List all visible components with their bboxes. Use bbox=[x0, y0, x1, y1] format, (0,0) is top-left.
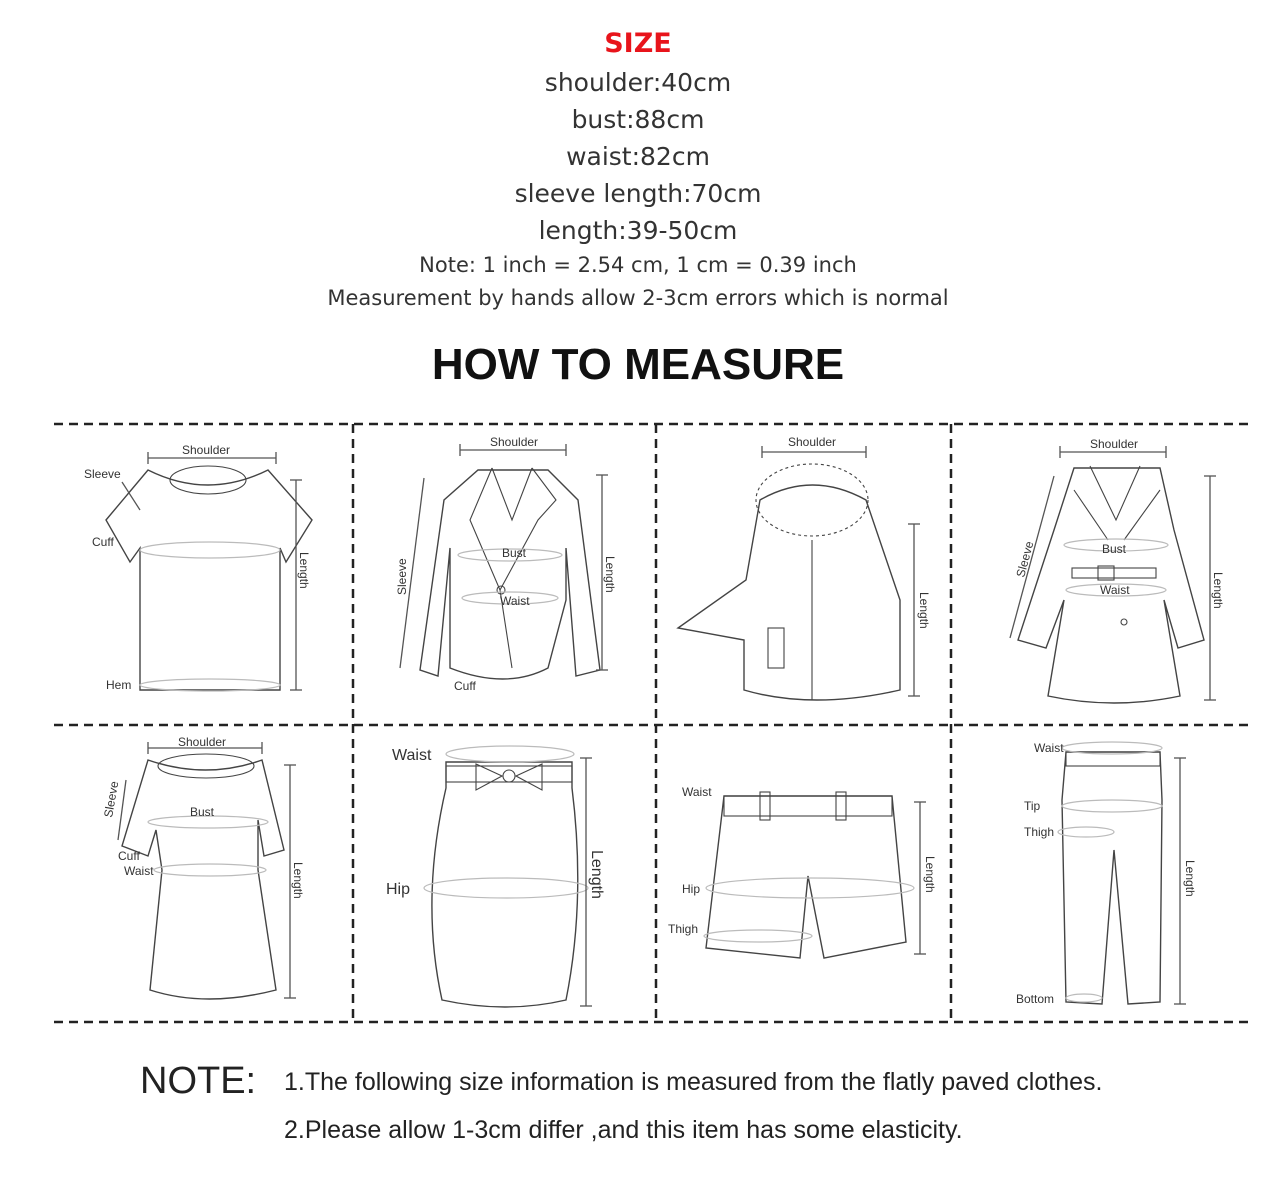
label-bottom: Bottom bbox=[1016, 992, 1055, 1006]
label-length: Length bbox=[1211, 572, 1225, 609]
label-length: Length bbox=[588, 850, 605, 899]
trousers-diagram bbox=[1016, 741, 1197, 1006]
label-waist: Waist bbox=[124, 864, 154, 878]
label-sleeve: Sleeve bbox=[395, 558, 409, 595]
label-length: Length bbox=[1183, 860, 1197, 897]
length-spec: length:39-50cm bbox=[538, 216, 738, 245]
label-sleeve: Sleeve bbox=[101, 779, 122, 819]
bust-spec: bust:88cm bbox=[571, 105, 705, 134]
waist-spec: waist:82cm bbox=[566, 142, 710, 171]
note-label: NOTE: bbox=[140, 1060, 257, 1102]
tshirt-diagram bbox=[84, 443, 312, 692]
label-waist: Waist bbox=[1034, 741, 1064, 755]
label-cuff: Cuff bbox=[92, 535, 114, 549]
label-thigh: Thigh bbox=[668, 922, 699, 936]
label-sleeve: Sleeve bbox=[84, 467, 121, 481]
label-bust: Bust bbox=[502, 546, 527, 560]
label-length: Length bbox=[297, 552, 311, 589]
label-bust: Bust bbox=[1102, 542, 1127, 556]
how-to-measure-title: HOW TO MEASURE bbox=[431, 340, 845, 389]
dress-diagram bbox=[101, 735, 305, 999]
label-shoulder: Shoulder bbox=[178, 735, 227, 749]
note-item-1: 1.The following size information is measured from the flatly paved clothes. bbox=[284, 1068, 1103, 1096]
label-length: Length bbox=[923, 856, 937, 893]
shoulder-spec: shoulder:40cm bbox=[544, 68, 732, 97]
label-waist: Waist bbox=[500, 594, 530, 608]
label-shoulder: Shoulder bbox=[1090, 437, 1139, 451]
label-cuff: Cuff bbox=[454, 679, 476, 693]
label-waist: Waist bbox=[1100, 583, 1130, 597]
fur-cape-diagram bbox=[678, 435, 931, 700]
label-shoulder: Shoulder bbox=[490, 435, 539, 449]
size-title: SIZE bbox=[604, 28, 672, 59]
blazer-diagram bbox=[395, 435, 617, 693]
label-length: Length bbox=[291, 862, 305, 899]
conversion-note: Note: 1 inch = 2.54 cm, 1 cm = 0.39 inch bbox=[419, 253, 857, 277]
label-shoulder: Shoulder bbox=[182, 443, 231, 457]
label-hip: Hip bbox=[386, 881, 411, 898]
label-cuff: Cuff bbox=[118, 849, 140, 863]
label-length: Length bbox=[917, 592, 931, 629]
label-tip: Tip bbox=[1024, 799, 1041, 813]
label-length: Length bbox=[603, 556, 617, 593]
shorts-diagram bbox=[668, 785, 937, 958]
note-item-2: 2.Please allow 1-3cm differ ,and this item has some elasticity. bbox=[284, 1116, 963, 1144]
error-note: Measurement by hands allow 2-3cm errors which is normal bbox=[327, 286, 949, 310]
label-waist: Waist bbox=[682, 785, 712, 799]
label-thigh: Thigh bbox=[1024, 825, 1055, 839]
label-hem: Hem bbox=[106, 678, 132, 692]
label-bust: Bust bbox=[190, 805, 215, 819]
label-hip: Hip bbox=[682, 882, 701, 896]
pencil-skirt-diagram bbox=[386, 746, 605, 1007]
label-sleeve: Sleeve bbox=[1013, 539, 1037, 579]
label-shoulder: Shoulder bbox=[788, 435, 837, 449]
sleeve-length-spec: sleeve length:70cm bbox=[514, 179, 762, 208]
label-waist: Waist bbox=[392, 747, 432, 764]
trench-coat-diagram bbox=[1010, 437, 1225, 703]
